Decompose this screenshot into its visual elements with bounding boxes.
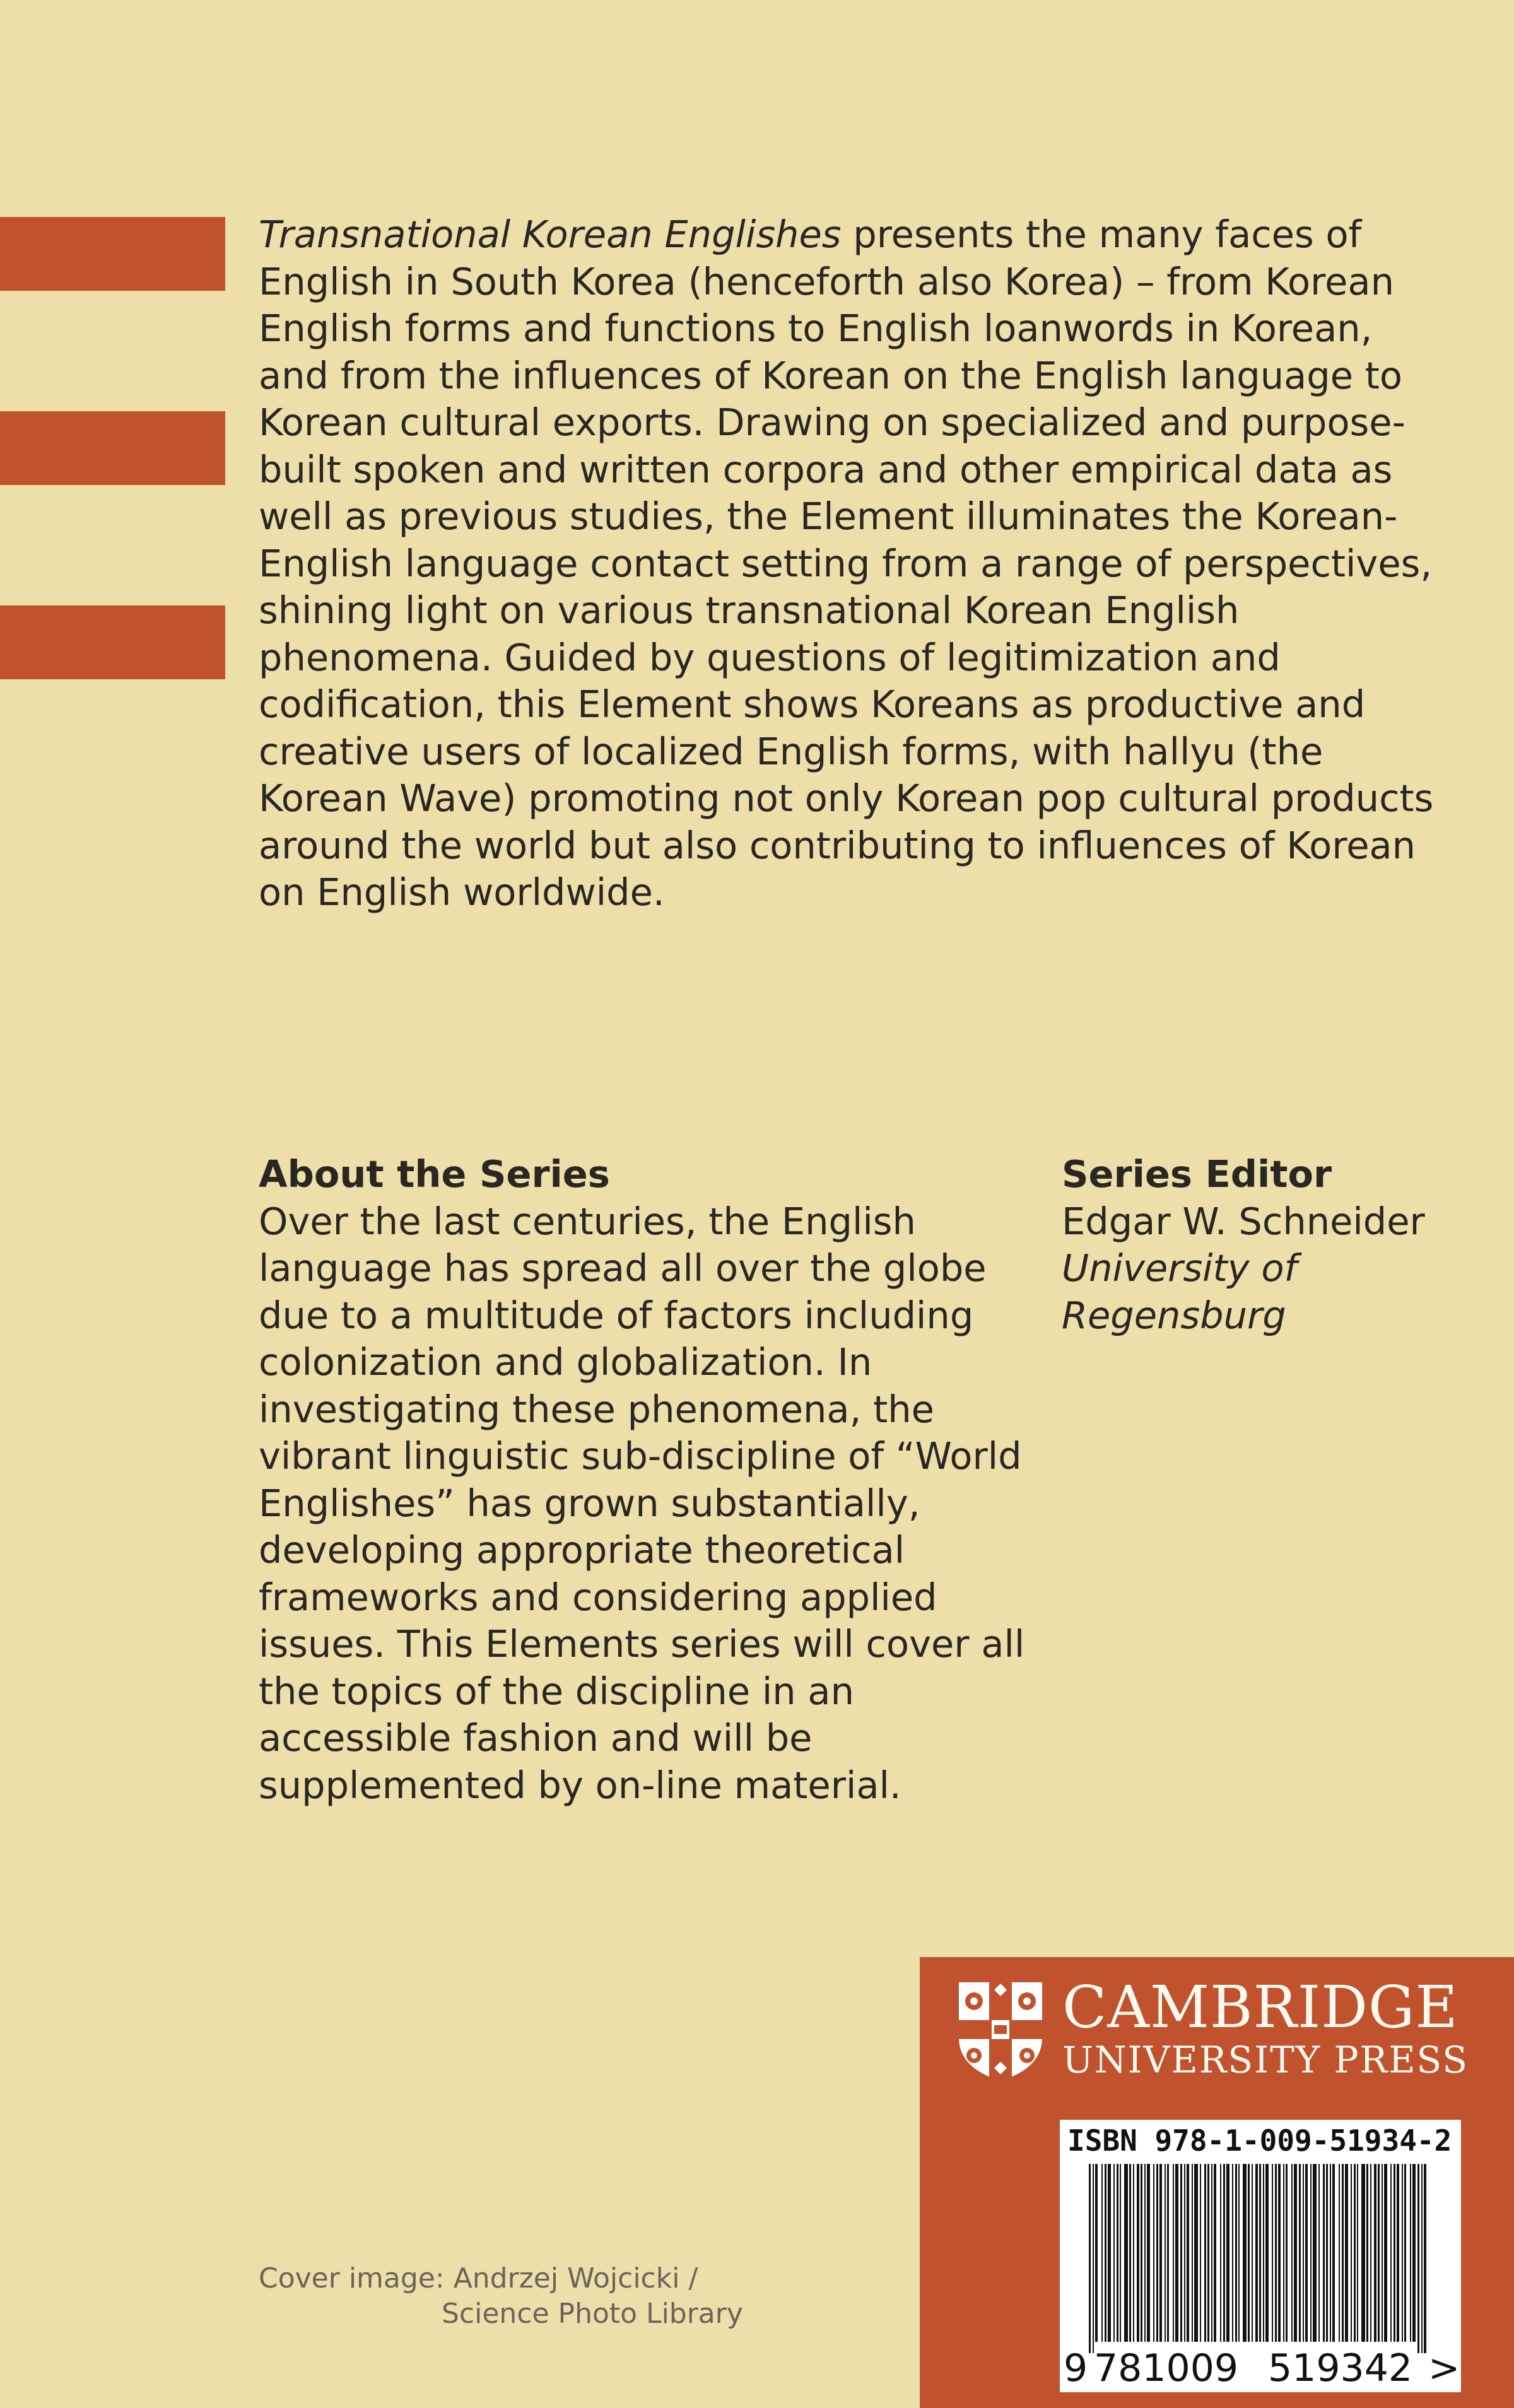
barcode-bar <box>1332 2164 1335 2342</box>
barcode-bar <box>1194 2164 1198 2342</box>
barcode-bar <box>1108 2164 1111 2342</box>
barcode-bar <box>1200 2164 1201 2342</box>
barcode-bar <box>1144 2164 1146 2342</box>
barcode-bar <box>1255 2164 1258 2342</box>
editor-affiliation: Regensburg <box>1062 1293 1286 1337</box>
barcode-bar <box>1173 2164 1174 2342</box>
barcode-bar <box>1310 2164 1312 2342</box>
barcode-bar <box>1303 2164 1304 2342</box>
barcode-bar <box>1378 2164 1380 2342</box>
barcode-bar <box>1259 2164 1261 2342</box>
barcode-bar <box>1294 2164 1297 2342</box>
barcode-bar <box>1117 2164 1118 2342</box>
barcode-bar <box>1141 2164 1142 2342</box>
barcode-bar <box>1283 2164 1284 2342</box>
barcode-bar <box>1382 2164 1383 2342</box>
barcode-bar <box>1095 2164 1098 2342</box>
press-name-line: CAMBRIDGE <box>1062 1973 1458 2041</box>
barcode-bar <box>1390 2164 1392 2342</box>
barcode-bar <box>1272 2164 1273 2342</box>
barcode-bar <box>1330 2164 1331 2342</box>
barcode-bar <box>1410 2164 1411 2342</box>
barcode-bar <box>1412 2164 1416 2342</box>
barcode-bar <box>1184 2164 1185 2342</box>
barcode-bar <box>1120 2164 1121 2342</box>
press-name-line: UNIVERSITY PRESS <box>1062 2038 1469 2081</box>
editor-heading: Series Editor <box>1062 1152 1332 1196</box>
barcode-graphic <box>1060 2120 1461 2392</box>
isbn-barcode <box>1060 2120 1461 2392</box>
barcode-bar <box>1204 2164 1206 2342</box>
barcode-bar <box>1326 2164 1328 2342</box>
decorative-stripe <box>0 605 225 679</box>
barcode-bar <box>1113 2164 1115 2342</box>
barcode-bar <box>1214 2164 1216 2342</box>
barcode-bar <box>1345 2164 1348 2342</box>
series-editor <box>1062 1151 1491 1339</box>
barcode-bar <box>1187 2164 1189 2342</box>
barcode-bar <box>1275 2164 1277 2342</box>
barcode-bar <box>1165 2164 1166 2342</box>
barcode-bar <box>1175 2164 1178 2342</box>
barcode-bar <box>1153 2164 1154 2342</box>
barcode-bar <box>1105 2164 1106 2342</box>
barcode-bar <box>1124 2164 1128 2342</box>
barcode-bar <box>1248 2164 1250 2342</box>
barcode-bar <box>1323 2164 1325 2342</box>
barcode-bar <box>1133 2164 1134 2342</box>
barcode-bar <box>1342 2164 1344 2342</box>
barcode-bar <box>1286 2164 1288 2342</box>
barcode-digit: 519342 <box>1268 2346 1413 2390</box>
barcode-bar <box>1226 2164 1229 2342</box>
barcode-bar <box>1211 2164 1212 2342</box>
barcode-bar <box>1374 2164 1376 2342</box>
barcode-bar <box>1354 2164 1356 2342</box>
publisher-panel <box>920 1957 1514 2408</box>
barcode-bar <box>1252 2164 1253 2342</box>
decorative-stripe <box>0 411 225 485</box>
barcode-bar <box>1263 2164 1264 2342</box>
barcode-bar <box>1366 2164 1368 2342</box>
barcode-bar <box>1397 2164 1399 2342</box>
editor-name: Edgar W. Schneider <box>1062 1199 1425 1243</box>
barcode-bar <box>1351 2164 1352 2342</box>
barcode-bar <box>1394 2164 1395 2342</box>
barcode-bar <box>1339 2164 1340 2342</box>
barcode-bar <box>1101 2164 1103 2342</box>
barcode-bar <box>1223 2164 1225 2342</box>
about-heading: About the Series <box>259 1152 610 1196</box>
decorative-stripe <box>0 217 225 291</box>
barcode-bar <box>1156 2164 1158 2342</box>
book-blurb <box>259 211 1445 916</box>
barcode-bar <box>1370 2164 1371 2342</box>
editor-affiliation: University of <box>1062 1246 1298 1290</box>
isbn-number: ISBN 978-1-009-51934-2 <box>1067 2124 1452 2158</box>
about-the-series <box>259 1151 1047 1809</box>
barcode-bar <box>1404 2164 1406 2342</box>
press-name <box>1062 1973 1469 2081</box>
credit-line: Science Photo Library <box>442 2298 743 2330</box>
barcode-bar <box>1424 2164 1426 2353</box>
barcode-digit: 781009 <box>1094 2346 1239 2390</box>
credit-line: Cover image: Andrzej Wojcicki / <box>259 2262 698 2294</box>
barcode-bar <box>1318 2164 1320 2342</box>
barcode-bar <box>1417 2164 1419 2353</box>
barcode-bar <box>1167 2164 1169 2342</box>
barcode-bar <box>1192 2164 1193 2342</box>
barcode-bar <box>1147 2164 1150 2342</box>
cover-image-credit <box>259 2261 743 2332</box>
barcode-bar <box>1357 2164 1358 2342</box>
barcode-bar <box>1278 2164 1281 2342</box>
barcode-bar <box>1207 2164 1209 2342</box>
barcode-bar <box>1232 2164 1233 2342</box>
barcode-bar <box>1243 2164 1247 2342</box>
barcode-bar <box>1299 2164 1301 2342</box>
barcode-bar <box>1129 2164 1131 2342</box>
barcode-bar <box>1093 2164 1094 2353</box>
barcode-bar <box>1305 2164 1308 2342</box>
barcode-bar <box>1159 2164 1162 2342</box>
barcode-bar <box>1361 2164 1365 2342</box>
barcode-bar <box>1089 2164 1091 2353</box>
barcode-bar <box>1137 2164 1139 2342</box>
barcode-bar <box>1265 2164 1269 2342</box>
barcode-bar <box>1313 2164 1317 2342</box>
barcode-digit: 9 <box>1064 2346 1088 2390</box>
about-text: Over the last centuries, the English language has spread all over the globe due to a multitude of factors including colonization and globalization. In investigating these phenomena, the vibrant linguistic sub-discipline of “World Englishes” has grown substantially, developing appropriate theoretical frameworks and considering applied issues. This Elements series will cover all the topics of the discipline in an accessible fashion and will be supplemented by on-line material. <box>259 1199 1025 1807</box>
barcode-digit: > <box>1428 2346 1460 2390</box>
university-crest-icon <box>956 1980 1045 2082</box>
barcode-bar <box>1421 2164 1423 2353</box>
barcode-bar <box>1235 2164 1237 2342</box>
barcode-bar <box>1220 2164 1221 2342</box>
barcode-bar <box>1180 2164 1182 2342</box>
barcode-bar <box>1291 2164 1293 2342</box>
barcode-bar <box>1384 2164 1387 2342</box>
barcode-bar <box>1238 2164 1240 2342</box>
blurb-text: presents the many faces of English in South Korea (henceforth also Korea) – from Korean English forms and functions to English loanwords in Korean, and from the influences of Korean on the English language to Korean cultural exports. Drawing on specialized and purpose-built spoken and written corpora and other empirical data as well as previous studies, the Element illuminates the Korean-English language contact setting from a range of perspectives, shining light on various transnational Korean English phenomena. Guided by questions of legitimization and codification, this Element shows Koreans as productive and creative users of localized English forms, with hallyu (the Korean Wave) promoting not only Korean pop cultural products around the world but also contributing to influences of Korean on English worldwide. <box>259 213 1434 914</box>
book-title: Transnational Korean Englishes <box>259 213 842 256</box>
barcode-bar <box>1402 2164 1403 2342</box>
